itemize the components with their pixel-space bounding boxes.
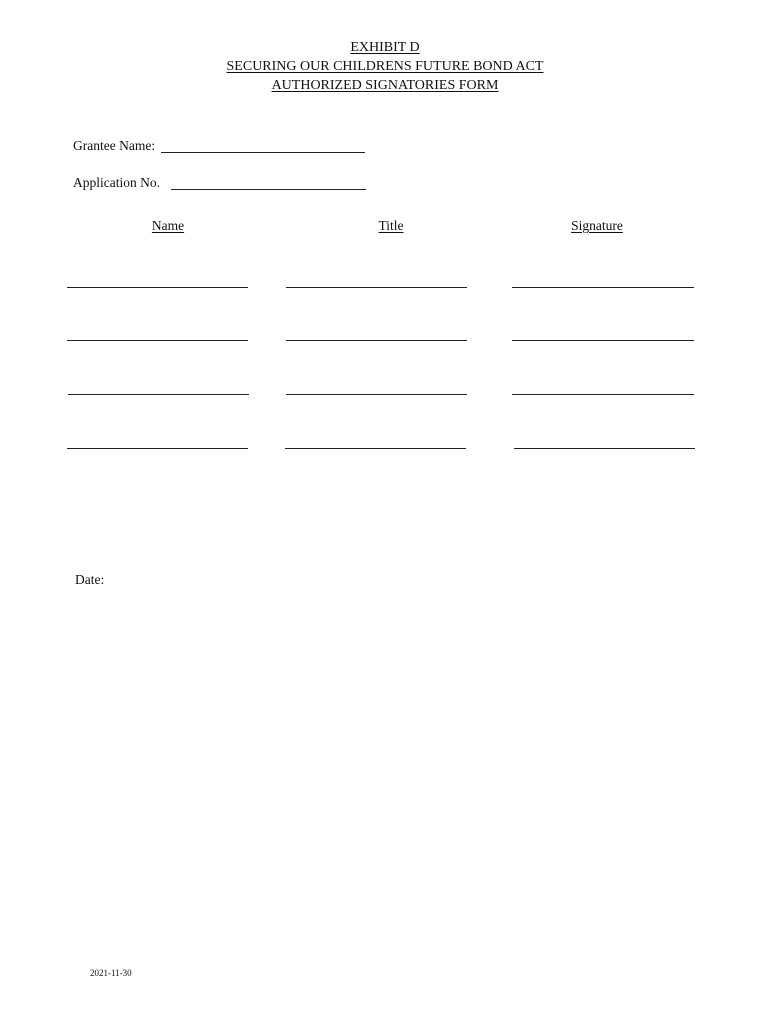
grantee-name-blank[interactable]: [161, 137, 365, 153]
title-column-header: Title: [378, 218, 404, 233]
exhibit-title: EXHIBIT D: [350, 40, 420, 55]
signature-line-2[interactable]: [512, 340, 694, 341]
title-line-4[interactable]: [285, 448, 466, 449]
application-no-blank[interactable]: [171, 174, 366, 190]
form-title: AUTHORIZED SIGNATORIES FORM: [271, 78, 499, 93]
act-title: SECURING OUR CHILDRENS FUTURE BOND ACT: [226, 59, 544, 74]
name-line-1[interactable]: [67, 287, 248, 288]
signature-line-4[interactable]: [514, 448, 695, 449]
name-line-3[interactable]: [68, 394, 249, 395]
signature-column-header: Signature: [571, 218, 623, 233]
name-line-2[interactable]: [67, 340, 248, 341]
grantee-name-label: Grantee Name:: [73, 138, 156, 153]
application-no-field: [73, 174, 160, 192]
date-label: Date:: [75, 572, 105, 587]
application-no-label: Application No.: [73, 175, 160, 190]
title-line-1[interactable]: [286, 287, 467, 288]
title-line-2[interactable]: [286, 340, 467, 341]
name-line-4[interactable]: [67, 448, 248, 449]
signature-line-3[interactable]: [512, 394, 694, 395]
revision-date: 2021-11-30: [90, 968, 132, 978]
signature-line-1[interactable]: [512, 287, 694, 288]
grantee-name-field: [73, 137, 155, 155]
name-column-header: Name: [151, 218, 185, 233]
title-line-3[interactable]: [286, 394, 467, 395]
form-header: [0, 38, 770, 95]
